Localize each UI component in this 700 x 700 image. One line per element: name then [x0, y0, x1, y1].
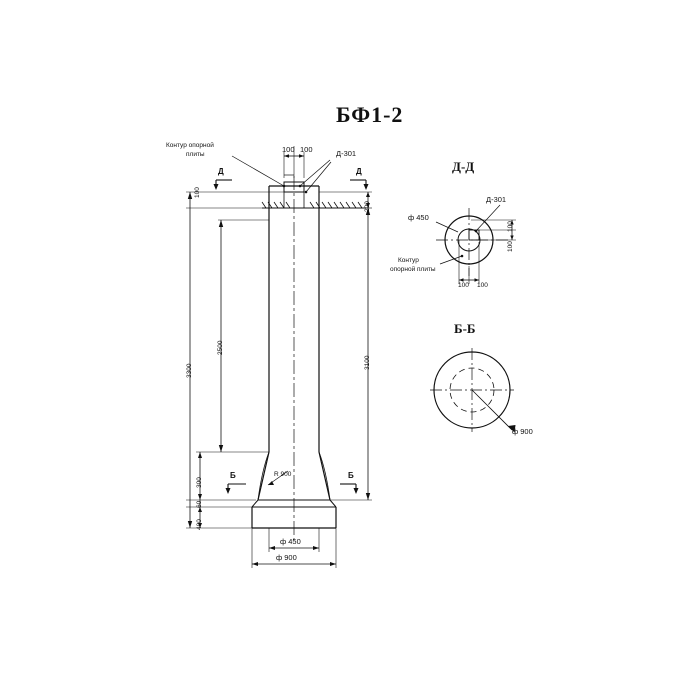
dim-900-section-label: ф 900 [512, 427, 533, 436]
section-mark-b-right [340, 484, 359, 494]
callout-d301-section: Д-301 [486, 195, 507, 204]
cone-right [319, 452, 330, 500]
callout-d301-main: Д-301 [336, 149, 357, 158]
section-mark-b-right-label: Б [348, 471, 354, 480]
dim-top-100-a-label: 100 [282, 145, 295, 154]
dim-3300-label: 3300 [186, 363, 193, 378]
section-mark-b-left-label: Б [230, 471, 236, 480]
dim-dd-100-b-label: 100 [477, 282, 488, 289]
section-dd-title: Д-Д [452, 159, 475, 174]
leader-d301-a [300, 160, 330, 186]
dim-radius-label: R 900 [274, 471, 292, 478]
dim-200-label: 200 [364, 201, 371, 212]
section-mark-d-left-label: Д [218, 167, 224, 176]
note-second-plate-line2: опорной плиты [390, 266, 436, 273]
cone-left [258, 452, 269, 500]
section-dd-plate [469, 230, 479, 240]
dim-top-small-label: 100 [194, 187, 201, 198]
leader-bb-900 [472, 390, 512, 430]
leader-top-plate-note [232, 156, 284, 186]
section-mark-d-right [350, 180, 369, 190]
note-second-plate-line1: Контур [398, 257, 419, 264]
dim-60-label: 60 [196, 500, 203, 508]
section-mark-b-left [226, 484, 247, 494]
dim-dd-100-c-label: 100 [507, 221, 514, 232]
drawing-title: БФ1-2 [336, 102, 404, 127]
note-top-plate-line2: плиты [186, 151, 205, 158]
ground-hatching [262, 202, 362, 208]
dim-900-bottom-label: ф 900 [276, 553, 297, 562]
dim-450-bottom-label: ф 450 [280, 537, 301, 546]
dim-3100-label: 3100 [364, 355, 371, 370]
dim-400-label: 400 [196, 519, 203, 530]
dim-450-section-label: ф 450 [408, 213, 429, 222]
dim-dd-100-a-label: 100 [458, 282, 469, 289]
dim-300-label: 300 [196, 477, 203, 488]
section-mark-d-left [214, 180, 233, 190]
dim-2500-label: 2500 [217, 340, 224, 355]
note-top-plate-line1: Контур опорной [166, 142, 214, 149]
section-bb-title: Б-Б [454, 321, 476, 336]
section-mark-d-right-label: Д [356, 167, 362, 176]
dim-top-100-b-label: 100 [300, 145, 313, 154]
dim-dd-100-d-label: 100 [507, 241, 514, 252]
